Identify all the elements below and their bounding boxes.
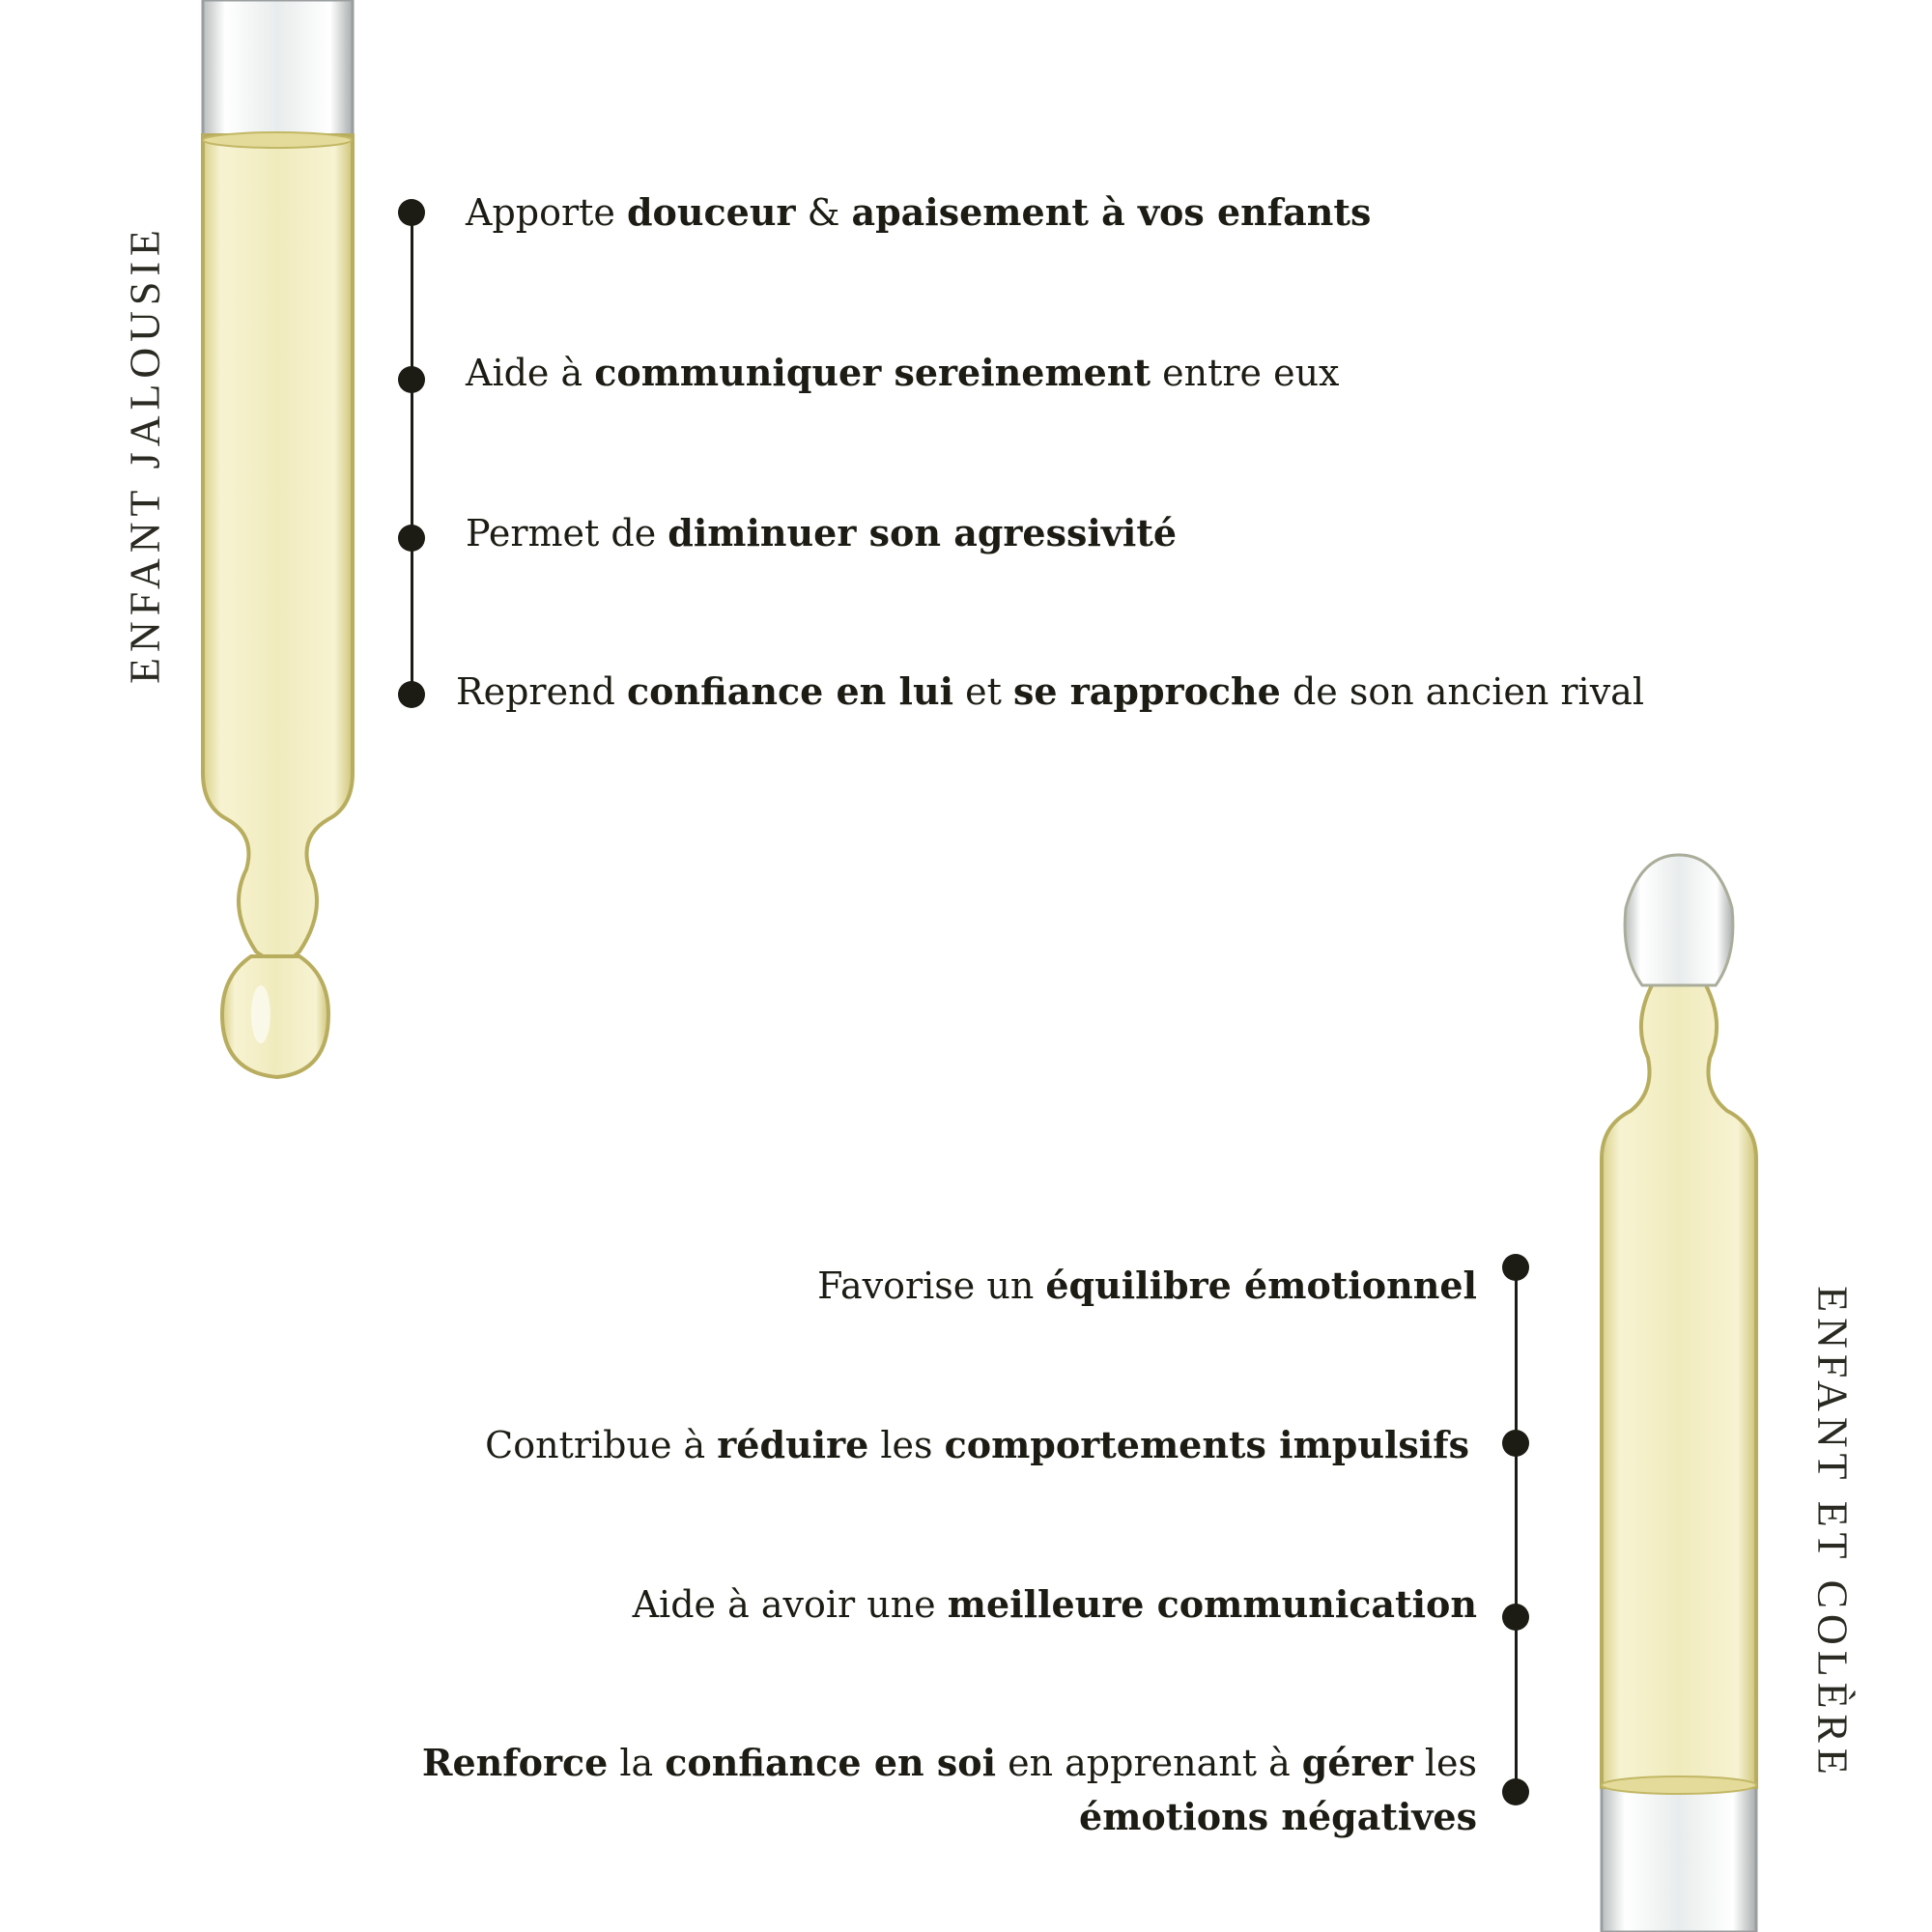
bullet-dot [398,366,425,393]
benefit-emphasis: émotions négatives [1079,1795,1477,1838]
bullet-dot [1502,1778,1529,1805]
benefit-emphasis: communiquer sereinement [594,351,1151,394]
dropper-pipette-right-icon [1582,850,1795,1932]
benefit-item [466,185,1371,240]
benefit-text: en apprenant à [996,1742,1302,1784]
benefit-text: entre eux [1151,352,1340,394]
benefit-item [485,1418,1469,1472]
benefit-emphasis: gérer [1301,1741,1413,1784]
benefit-text: Reprend [456,670,627,713]
benefit-emphasis: confiance en soi [665,1741,997,1784]
benefit-emphasis: Renforce [421,1741,609,1784]
benefit-item [456,665,1644,719]
benefit-text: & [795,191,852,234]
benefit-text: les [868,1424,945,1466]
benefit-text: Aide à [466,352,595,394]
benefit-text: Favorise un [817,1264,1046,1307]
benefit-emphasis: douceur [626,190,796,234]
benefit-text: de son ancien rival [1280,670,1644,713]
benefit-item [633,1577,1477,1632]
benefit-emphasis: équilibre émotionnel [1045,1264,1477,1307]
benefit-emphasis: apaisement à vos enfants [851,190,1372,234]
bullet-dot [1502,1604,1529,1631]
benefit-emphasis: diminuer son agressivité [668,511,1178,554]
bullet-dot [398,199,425,226]
bullet-dot [398,681,425,708]
benefit-text: Permet de [466,512,668,554]
benefit-emphasis: comportements impulsifs [944,1423,1469,1466]
benefit-emphasis: réduire [717,1423,869,1466]
benefit-text: la [608,1742,666,1784]
benefit-emphasis: meilleure communication [947,1582,1477,1626]
section-label-jalousie: ENFANT JALOUSIE [121,224,169,684]
benefit-text: Apporte [466,191,627,234]
benefit-text: et [953,670,1013,713]
dropper-pipette-left-icon [184,0,396,1092]
benefit-item [221,1736,1477,1844]
benefit-item [466,346,1339,400]
timeline-line-left [411,213,413,696]
benefit-text: Contribue à [485,1424,718,1466]
bullet-dot [398,525,425,552]
benefit-emphasis: confiance en lui [626,669,954,713]
timeline-line-right [1515,1267,1518,1792]
benefit-item [817,1259,1477,1313]
section-label-colere: ENFANT ET COLÈRE [1808,1286,1857,1780]
benefit-emphasis: se rapproche [1012,669,1281,713]
benefit-text: Aide à avoir une [632,1583,948,1626]
bullet-dot [1502,1254,1529,1281]
bullet-dot [1502,1430,1529,1457]
benefit-item [466,506,1177,560]
benefit-text: les [1412,1742,1477,1784]
